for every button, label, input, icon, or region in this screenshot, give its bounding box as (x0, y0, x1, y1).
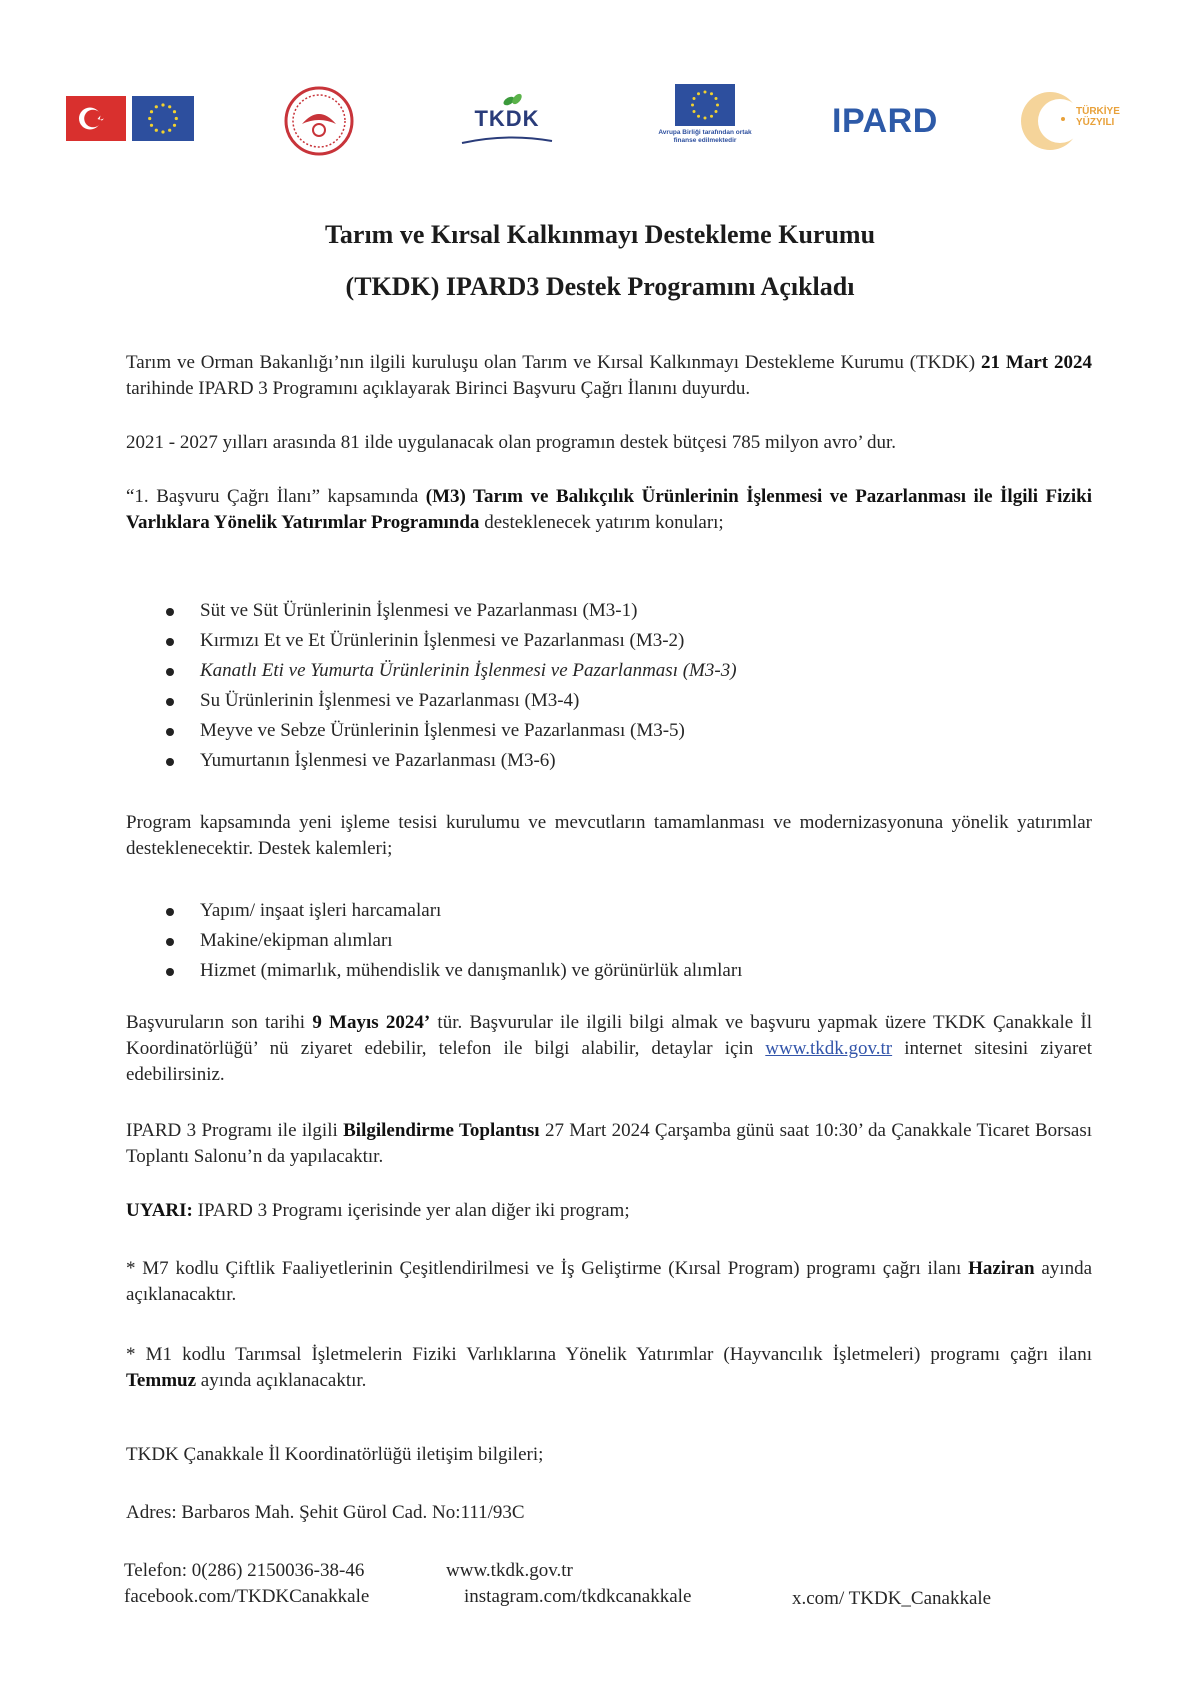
tkdk-logo (452, 92, 562, 152)
list-item: Kanatlı Eti ve Yumurta Ürünlerinin İşlenmesi ve Pazarlanması (M3-3) (162, 656, 1062, 686)
contact-facebook-link[interactable]: facebook.com/TKDKCanakkale (124, 1586, 370, 1607)
program-paragraph: Program kapsamında yeni işleme tesisi kurulumu ve mevcutların tamamlanması ve modernizasyonuna yönelik yatırımlar desteklenecektir. Destek kalemleri; (126, 812, 1092, 859)
tkdk-website-link[interactable]: www.tkdk.gov.tr (765, 1038, 893, 1059)
intro-text-b: tarihinde IPARD 3 Programını açıklayarak Birinci Başvuru Çağrı İlanını duyurdu. (126, 378, 751, 399)
crescent-icon (1018, 86, 1078, 156)
deadline-text-c: internet sitesini ziyaret edebilirsiniz. (126, 1038, 1092, 1085)
m7-text-a: * M7 kodlu Çiftlik Faaliyetlerinin Çeşitlendirilmesi ve İş Geliştirme (Kırsal Program) programı çağrı ilanı (126, 1258, 969, 1279)
list-item: Süt ve Süt Ürünlerinin İşlenmesi ve Pazarlanması (M3-1) (162, 596, 1062, 626)
document-title-line2: (TKDK) IPARD3 Destek Programını Açıkladı (345, 272, 855, 301)
contact-heading: TKDK Çanakkale İl Koordinatörlüğü iletişim bilgileri; (126, 1444, 544, 1465)
deadline-text-b: tür. Başvurular ile ilgili bilgi almak ve başvuru yapmak üzere TKDK Çanakkale İl Koordinatörlüğü’ nü ziyaret edebilir, telefon ile bilgi alabilir, detaylar için (126, 1012, 1092, 1059)
investment-topics-list (162, 596, 1062, 776)
intro-paragraph (126, 350, 1092, 402)
swoosh-icon (452, 133, 562, 145)
support-items-list (162, 896, 1062, 986)
list-item: Yumurtanın İşlenmesi ve Pazarlanması (M3-6) (162, 746, 1062, 776)
m1-text-b: ayında açıklanacaktır. (196, 1370, 367, 1391)
m7-text-b: ayında açıklanacaktır. (126, 1258, 1093, 1305)
leaf-icon (502, 92, 524, 108)
turkey-flag-icon (66, 96, 126, 141)
contact-address: Adres: Barbaros Mah. Şehit Gürol Cad. No:111/93C (126, 1502, 525, 1523)
warning-text: IPARD 3 Programı içerisinde yer alan diğer iki program; (192, 1200, 630, 1221)
eu-flag-icon (132, 96, 194, 141)
deadline-text-a: Başvuruların son tarihi (126, 1012, 313, 1033)
eu-cofinanced-logo (650, 84, 760, 164)
list-item: Yapım/ inşaat işleri harcamaları (162, 896, 1062, 926)
deadline-paragraph (126, 1010, 1092, 1088)
call-text-b: desteklenecek yatırım konuları; (479, 512, 724, 533)
m1-paragraph (126, 1342, 1092, 1394)
contact-website-link[interactable]: www.tkdk.gov.tr (446, 1560, 573, 1581)
announcement-date: 21 Mart 2024 (981, 352, 1092, 373)
call-paragraph (126, 484, 1092, 536)
warning-paragraph (126, 1198, 1092, 1224)
list-item: Su Ürünlerinin İşlenmesi ve Pazarlanması (M3-4) (162, 686, 1062, 716)
warning-label: UYARI: (126, 1200, 193, 1221)
list-item: Makine/ekipman alımları (162, 926, 1062, 956)
call-text-a: “1. Başvuru Çağrı İlanı” kapsamında (126, 486, 426, 507)
meeting-text-a: IPARD 3 Programı ile ilgili (126, 1120, 344, 1141)
list-item: Kırmızı Et ve Et Ürünlerinin İşlenmesi ve Pazarlanması (M3-2) (162, 626, 1062, 656)
m7-paragraph (126, 1256, 1092, 1308)
m1-text-a: * M1 kodlu Tarımsal İşletmelerin Fiziki Varlıklarına Yönelik Yatırımlar (Hayvancılık İşletmeleri) programı çağrı ilanı (126, 1344, 1092, 1365)
document-title-line1: Tarım ve Kırsal Kalkınmayı Destekleme Kurumu (324, 220, 876, 249)
deadline-date: 9 Mayıs 2024’ (312, 1012, 431, 1033)
meeting-paragraph (126, 1118, 1092, 1170)
ipard-logo: IPARD (832, 102, 938, 140)
meeting-name: Bilgilendirme Toplantısı (343, 1120, 540, 1141)
intro-text-a: Tarım ve Orman Bakanlığı’nın ilgili kuruluşu olan Tarım ve Kırsal Kalkınmayı Destekleme Kurumu (TKDK) (126, 352, 982, 373)
contact-phone: Telefon: 0(286) 2150036-38-46 (124, 1560, 365, 1581)
m3-program-name: (M3) Tarım ve Balıkçılık Ürünlerinin İşlenmesi ve Pazarlanması ile İlgili Fiziki Varlıklara Yönelik Yatırımlar Programında (126, 486, 1092, 533)
list-item: Hizmet (mimarlık, mühendislik ve danışmanlık) ve görünürlük alımları (162, 956, 1062, 986)
m1-month: Temmuz (126, 1370, 197, 1391)
m7-month: Haziran (968, 1258, 1035, 1279)
contact-x-link[interactable]: x.com/ TKDK_Canakkale (792, 1588, 992, 1609)
ministry-seal-icon (284, 86, 354, 156)
meeting-text-b: 27 Mart 2024 Çarşamba günü saat 10:30’ da Çanakkale Ticaret Borsası Toplantı Salonu’n da yapılacaktır. (126, 1120, 1092, 1167)
list-item: Meyve ve Sebze Ürünlerinin İşlenmesi ve Pazarlanması (M3-5) (162, 716, 1062, 746)
eu-flag-small-icon (675, 84, 735, 126)
turkiye-yuzyili-text: TÜRKİYE YÜZYILI (1076, 106, 1120, 128)
logo-bar (60, 82, 1160, 172)
turkiye-yuzyili-logo (1018, 86, 1148, 156)
eu-caption: Avrupa Birliği tarafından ortak finanse edilmektedir (658, 129, 752, 144)
budget-paragraph: 2021 - 2027 yılları arasında 81 ilde uygulanacak olan programın destek bütçesi 785 milyon avro’ dur. (126, 432, 897, 453)
tkdk-logo-text: TKDK (474, 106, 540, 131)
contact-instagram-link[interactable]: instagram.com/tkdkcanakkale (464, 1586, 692, 1607)
